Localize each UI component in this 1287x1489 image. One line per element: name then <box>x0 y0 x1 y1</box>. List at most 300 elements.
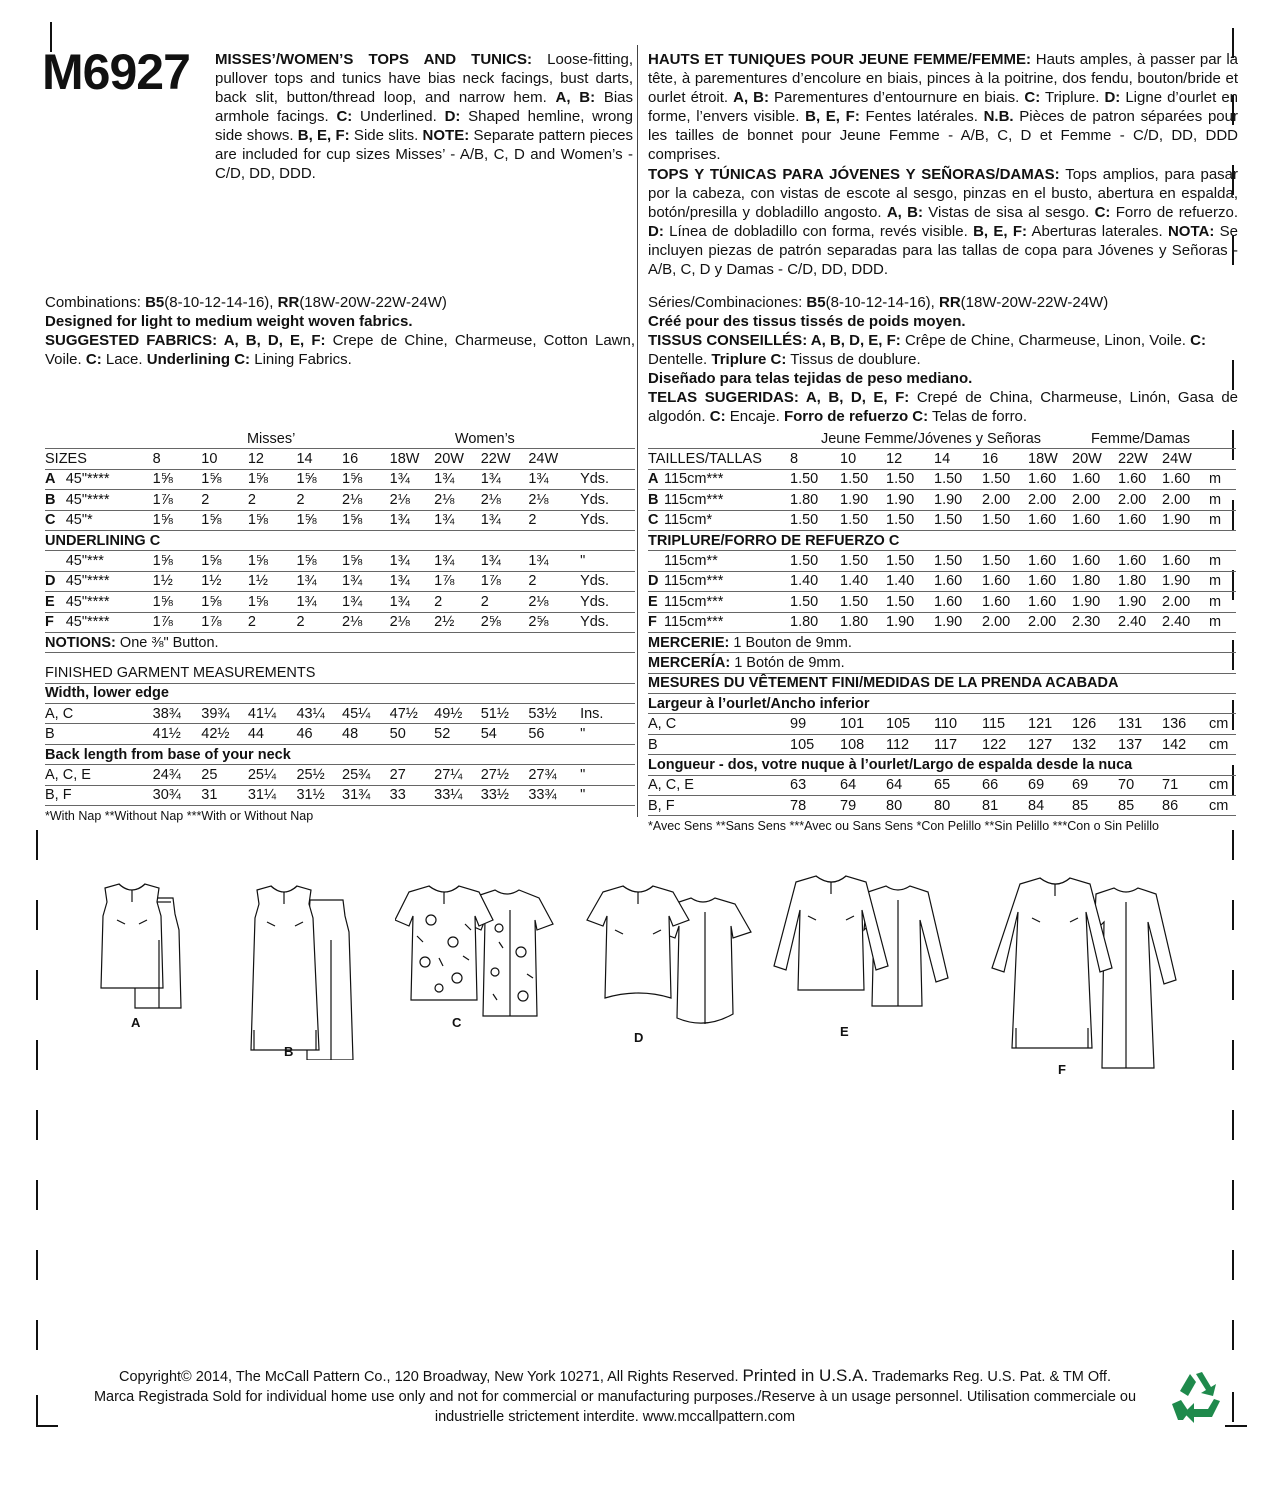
measurement-value: 39¾ <box>201 704 248 724</box>
desc-text: Línea de dobladillo con forma, revés visible. <box>663 223 974 240</box>
unit: Yds. <box>580 490 635 510</box>
yardage-value: 1⅝ <box>201 510 248 530</box>
yardage-value: 1.50 <box>886 551 934 571</box>
desc-title: MISSES’/WOMEN’S TOPS AND TUNICS: <box>215 51 532 68</box>
description-french <box>648 50 1238 164</box>
sizes-row <box>648 449 1236 469</box>
size-header: 22W <box>1118 449 1162 469</box>
yardage-value: 1.90 <box>886 612 934 632</box>
yardage-value: 1.50 <box>886 469 934 489</box>
measurement-value: 31¾ <box>342 785 390 805</box>
yardage-value: 1⅞ <box>434 571 481 591</box>
yardage-row <box>45 490 635 510</box>
yardage-row <box>45 551 635 571</box>
yardage-value: 1.60 <box>1118 469 1162 489</box>
size-group-code: B5 <box>145 294 165 311</box>
size-header: 24W <box>528 449 580 469</box>
size-header: 12 <box>886 449 934 469</box>
measurement-value: 43¼ <box>296 704 342 724</box>
measurement-value: 44 <box>248 724 297 744</box>
fabric-width: 45"**** <box>66 571 153 591</box>
yardage-value: 2⅛ <box>342 490 390 510</box>
yardage-value: 2.00 <box>982 490 1028 510</box>
unit: " <box>580 551 635 571</box>
yardage-value: 1⅝ <box>201 469 248 489</box>
yardage-value: 1⅝ <box>201 592 248 612</box>
yardage-value: 1.60 <box>934 592 982 612</box>
yardage-value: 2.00 <box>1028 490 1072 510</box>
unit: m <box>1209 571 1236 591</box>
yardage-value: 2⅛ <box>342 612 390 632</box>
usage-notice-cont: industrielle strictement interdite. www.mccallpattern.com <box>434 1409 796 1425</box>
yardage-value: 2⅛ <box>528 490 580 510</box>
desc-text: Bias armhole facings. <box>215 89 633 125</box>
footer <box>60 1366 1170 1427</box>
measurement-value: 69 <box>1072 775 1118 795</box>
measurement-value: 117 <box>934 734 982 754</box>
measurement-value: 52 <box>434 724 481 744</box>
sub-heading-row <box>45 683 635 703</box>
suggested-fabrics <box>648 331 1238 369</box>
yardage-row <box>45 612 635 632</box>
triplure-heading: TRIPLURE/FORRO DE REFUERZO C <box>648 530 1236 550</box>
crop-mark <box>1232 1040 1234 1070</box>
finished-heading: FINISHED GARMENT MEASUREMENTS <box>45 663 635 683</box>
suggested-text: Encaje. <box>725 408 784 425</box>
yardage-value: 1.60 <box>934 571 982 591</box>
yardage-value: 1.50 <box>790 592 840 612</box>
size-group-code: RR <box>939 294 961 311</box>
yardage-value: 1.60 <box>1072 510 1118 530</box>
yardage-value: 1⅝ <box>296 551 342 571</box>
yardage-value: 1.60 <box>1072 551 1118 571</box>
measurement-row <box>45 785 635 805</box>
sub-heading-row <box>648 694 1236 714</box>
measurement-value: 115 <box>982 714 1028 734</box>
yardage-value: 1.50 <box>886 510 934 530</box>
crop-mark <box>36 1180 38 1210</box>
fabric-width: 115cm*** <box>664 571 790 591</box>
crop-mark <box>1232 970 1234 1000</box>
yardage-value: 1.90 <box>934 490 982 510</box>
measurement-value: 33 <box>390 785 435 805</box>
measurement-value: 80 <box>934 796 982 816</box>
measurement-value: 31¼ <box>248 785 297 805</box>
fabric-width: 115cm*** <box>664 592 790 612</box>
yardage-value: 1⅝ <box>248 551 297 571</box>
yardage-value: 1⅝ <box>296 510 342 530</box>
yardage-value: 2.00 <box>1118 490 1162 510</box>
view-letters: A, C, E <box>648 775 790 795</box>
yardage-row <box>45 510 635 530</box>
view-b-label: B <box>284 1044 294 1059</box>
yardage-value: 1¾ <box>390 592 435 612</box>
sizes-row <box>45 449 635 469</box>
unit-header <box>580 449 635 469</box>
yardage-row <box>648 469 1236 489</box>
view-letter: D <box>45 571 66 591</box>
yardage-value: 1.50 <box>790 551 840 571</box>
size-header: 12 <box>248 449 297 469</box>
yardage-value: 1⅝ <box>248 592 297 612</box>
yardage-value: 1¾ <box>434 469 481 489</box>
yardage-value: 1.50 <box>982 551 1028 571</box>
suggested-label: TISSUS CONSEILLÉS: A, B, D, E, F: <box>648 332 901 349</box>
yardage-value: 2.00 <box>1072 490 1118 510</box>
yardage-value: 2 <box>201 490 248 510</box>
view-letter: B <box>45 490 66 510</box>
measurement-value: 110 <box>934 714 982 734</box>
yardage-value: 2.00 <box>1028 612 1072 632</box>
size-group-row <box>45 429 635 449</box>
unit: Yds. <box>580 592 635 612</box>
measurement-row <box>648 775 1236 795</box>
yardage-value: 2 <box>528 571 580 591</box>
view-letters: A, C, E <box>45 765 153 785</box>
yardage-value: 1¾ <box>342 571 390 591</box>
fabric-width: 45"* <box>66 510 153 530</box>
fabric-weight-note: Créé pour des tissus tissés de poids moyen. <box>648 313 966 330</box>
measurement-value: 25 <box>201 765 248 785</box>
mercerie <box>648 632 1236 652</box>
sizes-label: TAILLES/TALLAS <box>648 449 790 469</box>
yardage-value: 1.50 <box>982 510 1028 530</box>
notions-text: One ⅜" Button. <box>115 634 219 651</box>
measurement-value: 80 <box>886 796 934 816</box>
measurement-value: 27¾ <box>528 765 580 785</box>
suggested-label: C: <box>85 351 102 368</box>
yardage-value: 2 <box>434 592 481 612</box>
size-header: 10 <box>201 449 248 469</box>
yardage-value: 1.60 <box>1162 551 1209 571</box>
yardage-value: 1¾ <box>390 551 435 571</box>
yardage-value: 1⅝ <box>296 469 342 489</box>
yardage-value: 1.50 <box>934 469 982 489</box>
fabric-weight-note: Diseñado para telas tejidas de peso mediano. <box>648 370 973 387</box>
unit: " <box>580 765 635 785</box>
measurement-value: 25½ <box>296 765 342 785</box>
measurement-value: 31½ <box>296 785 342 805</box>
yardage-value: 2 <box>296 612 342 632</box>
fabric-width: 115cm* <box>664 510 790 530</box>
pattern-number: M6927 <box>42 44 190 100</box>
measurement-value: 132 <box>1072 734 1118 754</box>
desc-label: B, E, F: <box>297 127 350 144</box>
view-letters: B <box>45 724 153 744</box>
yardage-value: 2⅛ <box>390 612 435 632</box>
measurement-value: 25¼ <box>248 765 297 785</box>
yardage-value: 1.50 <box>934 510 982 530</box>
desc-text: Side slits. <box>349 127 423 144</box>
measurement-value: 42½ <box>201 724 248 744</box>
measurement-value: 81 <box>982 796 1028 816</box>
length-heading: Longueur - dos, votre nuque à l’ourlet/Largo de espalda desde la nuca <box>648 755 1236 775</box>
size-header: 16 <box>982 449 1028 469</box>
measurement-value: 127 <box>1028 734 1072 754</box>
measurement-value: 53½ <box>528 704 580 724</box>
unit: m <box>1209 490 1236 510</box>
fabric-width: 115cm*** <box>664 612 790 632</box>
yardage-value: 1.80 <box>840 612 886 632</box>
measurement-value: 47½ <box>390 704 435 724</box>
yardage-value: 1.90 <box>840 490 886 510</box>
measurement-row <box>648 734 1236 754</box>
size-header: 18W <box>390 449 435 469</box>
measurement-value: 48 <box>342 724 390 744</box>
desc-text: Loose-fitting, pullover tops and tunics have bias neck facings, bust darts, back slit, button/thread loop, and narrow hem. <box>215 51 633 106</box>
yardage-value: 1.60 <box>1028 592 1072 612</box>
measurement-value: 136 <box>1162 714 1209 734</box>
notions-label: NOTIONS: <box>45 634 116 651</box>
description-spanish <box>648 165 1238 279</box>
crop-mark <box>1225 1425 1247 1427</box>
measurement-value: 105 <box>886 714 934 734</box>
crop-mark <box>1232 1392 1234 1422</box>
yardage-value: 1⅝ <box>248 510 297 530</box>
yardage-value: 1.40 <box>886 571 934 591</box>
yardage-value: 1.60 <box>982 592 1028 612</box>
fabric-width: 45"**** <box>66 612 153 632</box>
view-f-label: F <box>1058 1062 1066 1077</box>
yardage-value: 1.90 <box>934 612 982 632</box>
unit: m <box>1209 551 1236 571</box>
notions-row <box>648 653 1236 673</box>
copyright-line <box>60 1366 1170 1387</box>
trademark-text: Trademarks Reg. U.S. Pat. & TM Off. <box>868 1369 1111 1385</box>
crop-mark <box>1232 1320 1234 1350</box>
yardage-value: 2 <box>248 612 297 632</box>
section-heading-row <box>45 530 635 550</box>
size-header: 16 <box>342 449 390 469</box>
view-letters: A, C <box>45 704 153 724</box>
view-c-sketch <box>395 880 555 1020</box>
yardage-value: 1.60 <box>1162 469 1209 489</box>
spacer-row <box>45 653 635 664</box>
printed-in: Printed in U.S.A. <box>742 1366 869 1385</box>
measurement-value: 122 <box>982 734 1028 754</box>
size-header: 18W <box>1028 449 1072 469</box>
merceria <box>648 653 1236 673</box>
yardage-value: 1¾ <box>296 571 342 591</box>
yardage-row <box>45 571 635 591</box>
measurement-value: 65 <box>934 775 982 795</box>
size-header: 8 <box>790 449 840 469</box>
yardage-value: 1.60 <box>1118 551 1162 571</box>
section-heading-row <box>45 663 635 683</box>
yardage-value: 1⅝ <box>153 510 202 530</box>
unit: cm <box>1209 714 1236 734</box>
yardage-value: 1.90 <box>1072 592 1118 612</box>
measurement-value: 105 <box>790 734 840 754</box>
suggested-text: Crepé de China, Charmeuse, Linón, Gasa de algodón. <box>648 389 1238 425</box>
yardage-value: 1¾ <box>434 510 481 530</box>
view-letter: B <box>648 490 664 510</box>
yardage-value: 1¾ <box>528 469 580 489</box>
notions-text: 1 Botón de 9mm. <box>730 654 845 671</box>
yardage-value: 2 <box>481 592 529 612</box>
yardage-row <box>45 469 635 489</box>
desc-label: A, B: <box>555 89 596 106</box>
yardage-value: 1.90 <box>1162 571 1209 591</box>
yardage-value: 1.50 <box>840 510 886 530</box>
unit: m <box>1209 612 1236 632</box>
notions-row <box>648 632 1236 652</box>
desc-label: B, E, F: <box>973 223 1027 240</box>
view-letter: A <box>648 469 664 489</box>
measurement-row <box>45 704 635 724</box>
unit: Yds. <box>580 510 635 530</box>
size-header: 20W <box>434 449 481 469</box>
notions-row <box>45 632 635 652</box>
desc-label: NOTA: <box>1167 223 1215 240</box>
desc-text: Triplure. <box>1040 89 1105 106</box>
yardage-value: 1.60 <box>1072 469 1118 489</box>
view-d-label: D <box>634 1030 644 1045</box>
yardage-value: 1⅝ <box>342 469 390 489</box>
group-womens: Women’s <box>390 429 580 449</box>
desc-label: A, B: <box>733 89 769 106</box>
footnote-row <box>648 816 1236 836</box>
yardage-value: 1.80 <box>790 490 840 510</box>
view-letters: A, C <box>648 714 790 734</box>
desc-title: HAUTS ET TUNIQUES POUR JEUNE FEMME/FEMME: <box>648 51 1031 68</box>
width-heading: Width, lower edge <box>45 683 635 703</box>
yardage-value: 2⅛ <box>390 490 435 510</box>
yardage-value: 1.40 <box>840 571 886 591</box>
yardage-value: 1.80 <box>790 612 840 632</box>
measurement-value: 27½ <box>481 765 529 785</box>
desc-text: Vistas de sisa al sesgo. <box>922 204 1095 221</box>
measurement-value: 54 <box>481 724 529 744</box>
desc-label: NOTE: <box>422 127 470 144</box>
measurement-value: 51½ <box>481 704 529 724</box>
copyright-text: Copyright© 2014, The McCall Pattern Co., 120 Broadway, New York 10271, All Rights Reserved. <box>119 1369 743 1385</box>
measurement-value: 66 <box>982 775 1028 795</box>
group-femme: Femme/Damas <box>1072 429 1209 449</box>
yardage-value: 1.60 <box>1028 571 1072 591</box>
size-header: 10 <box>840 449 886 469</box>
size-group-range: (8-10-12-14-16), <box>825 294 939 311</box>
size-header: 20W <box>1072 449 1118 469</box>
unit: Yds. <box>580 612 635 632</box>
yardage-value: 1.50 <box>886 592 934 612</box>
yardage-value: 1⅝ <box>153 469 202 489</box>
yardage-table-french-spanish <box>648 429 1236 836</box>
suggested-label: C: <box>709 408 726 425</box>
measurement-value: 56 <box>528 724 580 744</box>
measurement-value: 101 <box>840 714 886 734</box>
view-b-sketch <box>245 880 395 1060</box>
crop-mark <box>36 1320 38 1350</box>
view-letter: E <box>45 592 66 612</box>
section-heading-row <box>648 530 1236 550</box>
crop-mark <box>1232 1110 1234 1140</box>
unit: " <box>580 785 635 805</box>
fabrics-english <box>45 293 635 369</box>
desc-text: Hauts amples, à passer par la tête, à parementures d’encolure en biais, pinces à la poitrine, dos fendu, bouton/bride et ourlet étroit. <box>648 51 1238 106</box>
view-letter: F <box>45 612 66 632</box>
yardage-value: 1¾ <box>390 469 435 489</box>
desc-title: TOPS Y TÚNICAS PARA JÓVENES Y SEÑORAS/DAMAS: <box>648 166 1060 183</box>
measurement-value: 31 <box>201 785 248 805</box>
size-group-range: (18W-20W-22W-24W) <box>299 294 447 311</box>
desc-text: Forro de refuerzo. <box>1110 204 1238 221</box>
yardage-value: 2 <box>528 510 580 530</box>
section-heading-row <box>648 673 1236 693</box>
yardage-value: 1⅝ <box>342 510 390 530</box>
yardage-value: 1¾ <box>528 551 580 571</box>
view-letter: D <box>648 571 664 591</box>
yardage-value: 1¾ <box>390 510 435 530</box>
yardage-value: 1⅝ <box>153 551 202 571</box>
crop-mark <box>1232 900 1234 930</box>
desc-label: B, E, F: <box>805 108 860 125</box>
measurement-value: 63 <box>790 775 840 795</box>
yardage-value: 1¾ <box>296 592 342 612</box>
yardage-row <box>648 510 1236 530</box>
fabrics-french-spanish <box>648 293 1238 426</box>
measurement-value: 41¼ <box>248 704 297 724</box>
view-a-label: A <box>131 1015 141 1030</box>
desc-text: Underlined. <box>352 108 445 125</box>
measurement-value: 50 <box>390 724 435 744</box>
measurement-value: 33½ <box>481 785 529 805</box>
unit: Ins. <box>580 704 635 724</box>
size-header: 22W <box>481 449 529 469</box>
yardage-value: 1.50 <box>840 469 886 489</box>
desc-text: Pièces de patron séparées pour les tailles de bonnet pour Jeune Femme - A/B, C, D et Femme - C/D, DD, DDD comprises. <box>648 108 1238 163</box>
yardage-row <box>648 612 1236 632</box>
usage-notice: Marca Registrada Sold for individual home use only and not for commercial or manufacturing purposes./Reserve à un usage personnel. Utilisation commerciale ou <box>93 1389 1137 1405</box>
yardage-value: 1.50 <box>934 551 982 571</box>
crop-mark <box>1232 1250 1234 1280</box>
measurement-row <box>45 765 635 785</box>
size-group-code: RR <box>277 294 300 311</box>
fabric-width: 115cm** <box>664 551 790 571</box>
unit: m <box>1209 592 1236 612</box>
measurement-value: 30¾ <box>153 785 202 805</box>
recycle-icon <box>1168 1372 1224 1424</box>
crop-mark <box>36 1250 38 1280</box>
measurement-value: 27¼ <box>434 765 481 785</box>
desc-text: Tops amplios, para pasar por la cabeza, con vistas de escote al sesgo, pinzas en el busto, abertura en espalda, botón/presilla y dobladillo angosto. <box>648 166 1239 221</box>
measurement-value: 85 <box>1118 796 1162 816</box>
yardage-value: 2½ <box>434 612 481 632</box>
suggested-fabrics <box>648 388 1238 426</box>
view-e-label: E <box>840 1024 849 1039</box>
suggested-text: Crêpe de Chine, Charmeuse, Linon, Voile. <box>900 332 1191 349</box>
desc-label: C: <box>1094 204 1111 221</box>
yardage-value: 2⅝ <box>528 612 580 632</box>
yardage-value: 2.40 <box>1118 612 1162 632</box>
yardage-value: 1.80 <box>1072 571 1118 591</box>
desc-label: D: <box>1104 89 1121 106</box>
notions-label: MERCERIE: <box>648 634 730 651</box>
measurement-value: 49½ <box>434 704 481 724</box>
unit: cm <box>1209 796 1236 816</box>
yardage-row <box>648 490 1236 510</box>
unit: m <box>1209 469 1236 489</box>
yardage-value: 1⅞ <box>481 571 529 591</box>
yardage-value: 1.50 <box>790 469 840 489</box>
suggested-text: Lace. <box>101 351 147 368</box>
measurement-value: 142 <box>1162 734 1209 754</box>
unit: Yds. <box>580 571 635 591</box>
desc-text: Se incluyen piezas de patrón separadas para las tallas de copa para Jóvenes y Señoras - A/B, C, D y Damas - C/D, DD, DDD. <box>648 223 1239 278</box>
size-group-range: (18W-20W-22W-24W) <box>960 294 1109 311</box>
crop-mark <box>36 900 38 930</box>
yardage-value: 2⅛ <box>528 592 580 612</box>
